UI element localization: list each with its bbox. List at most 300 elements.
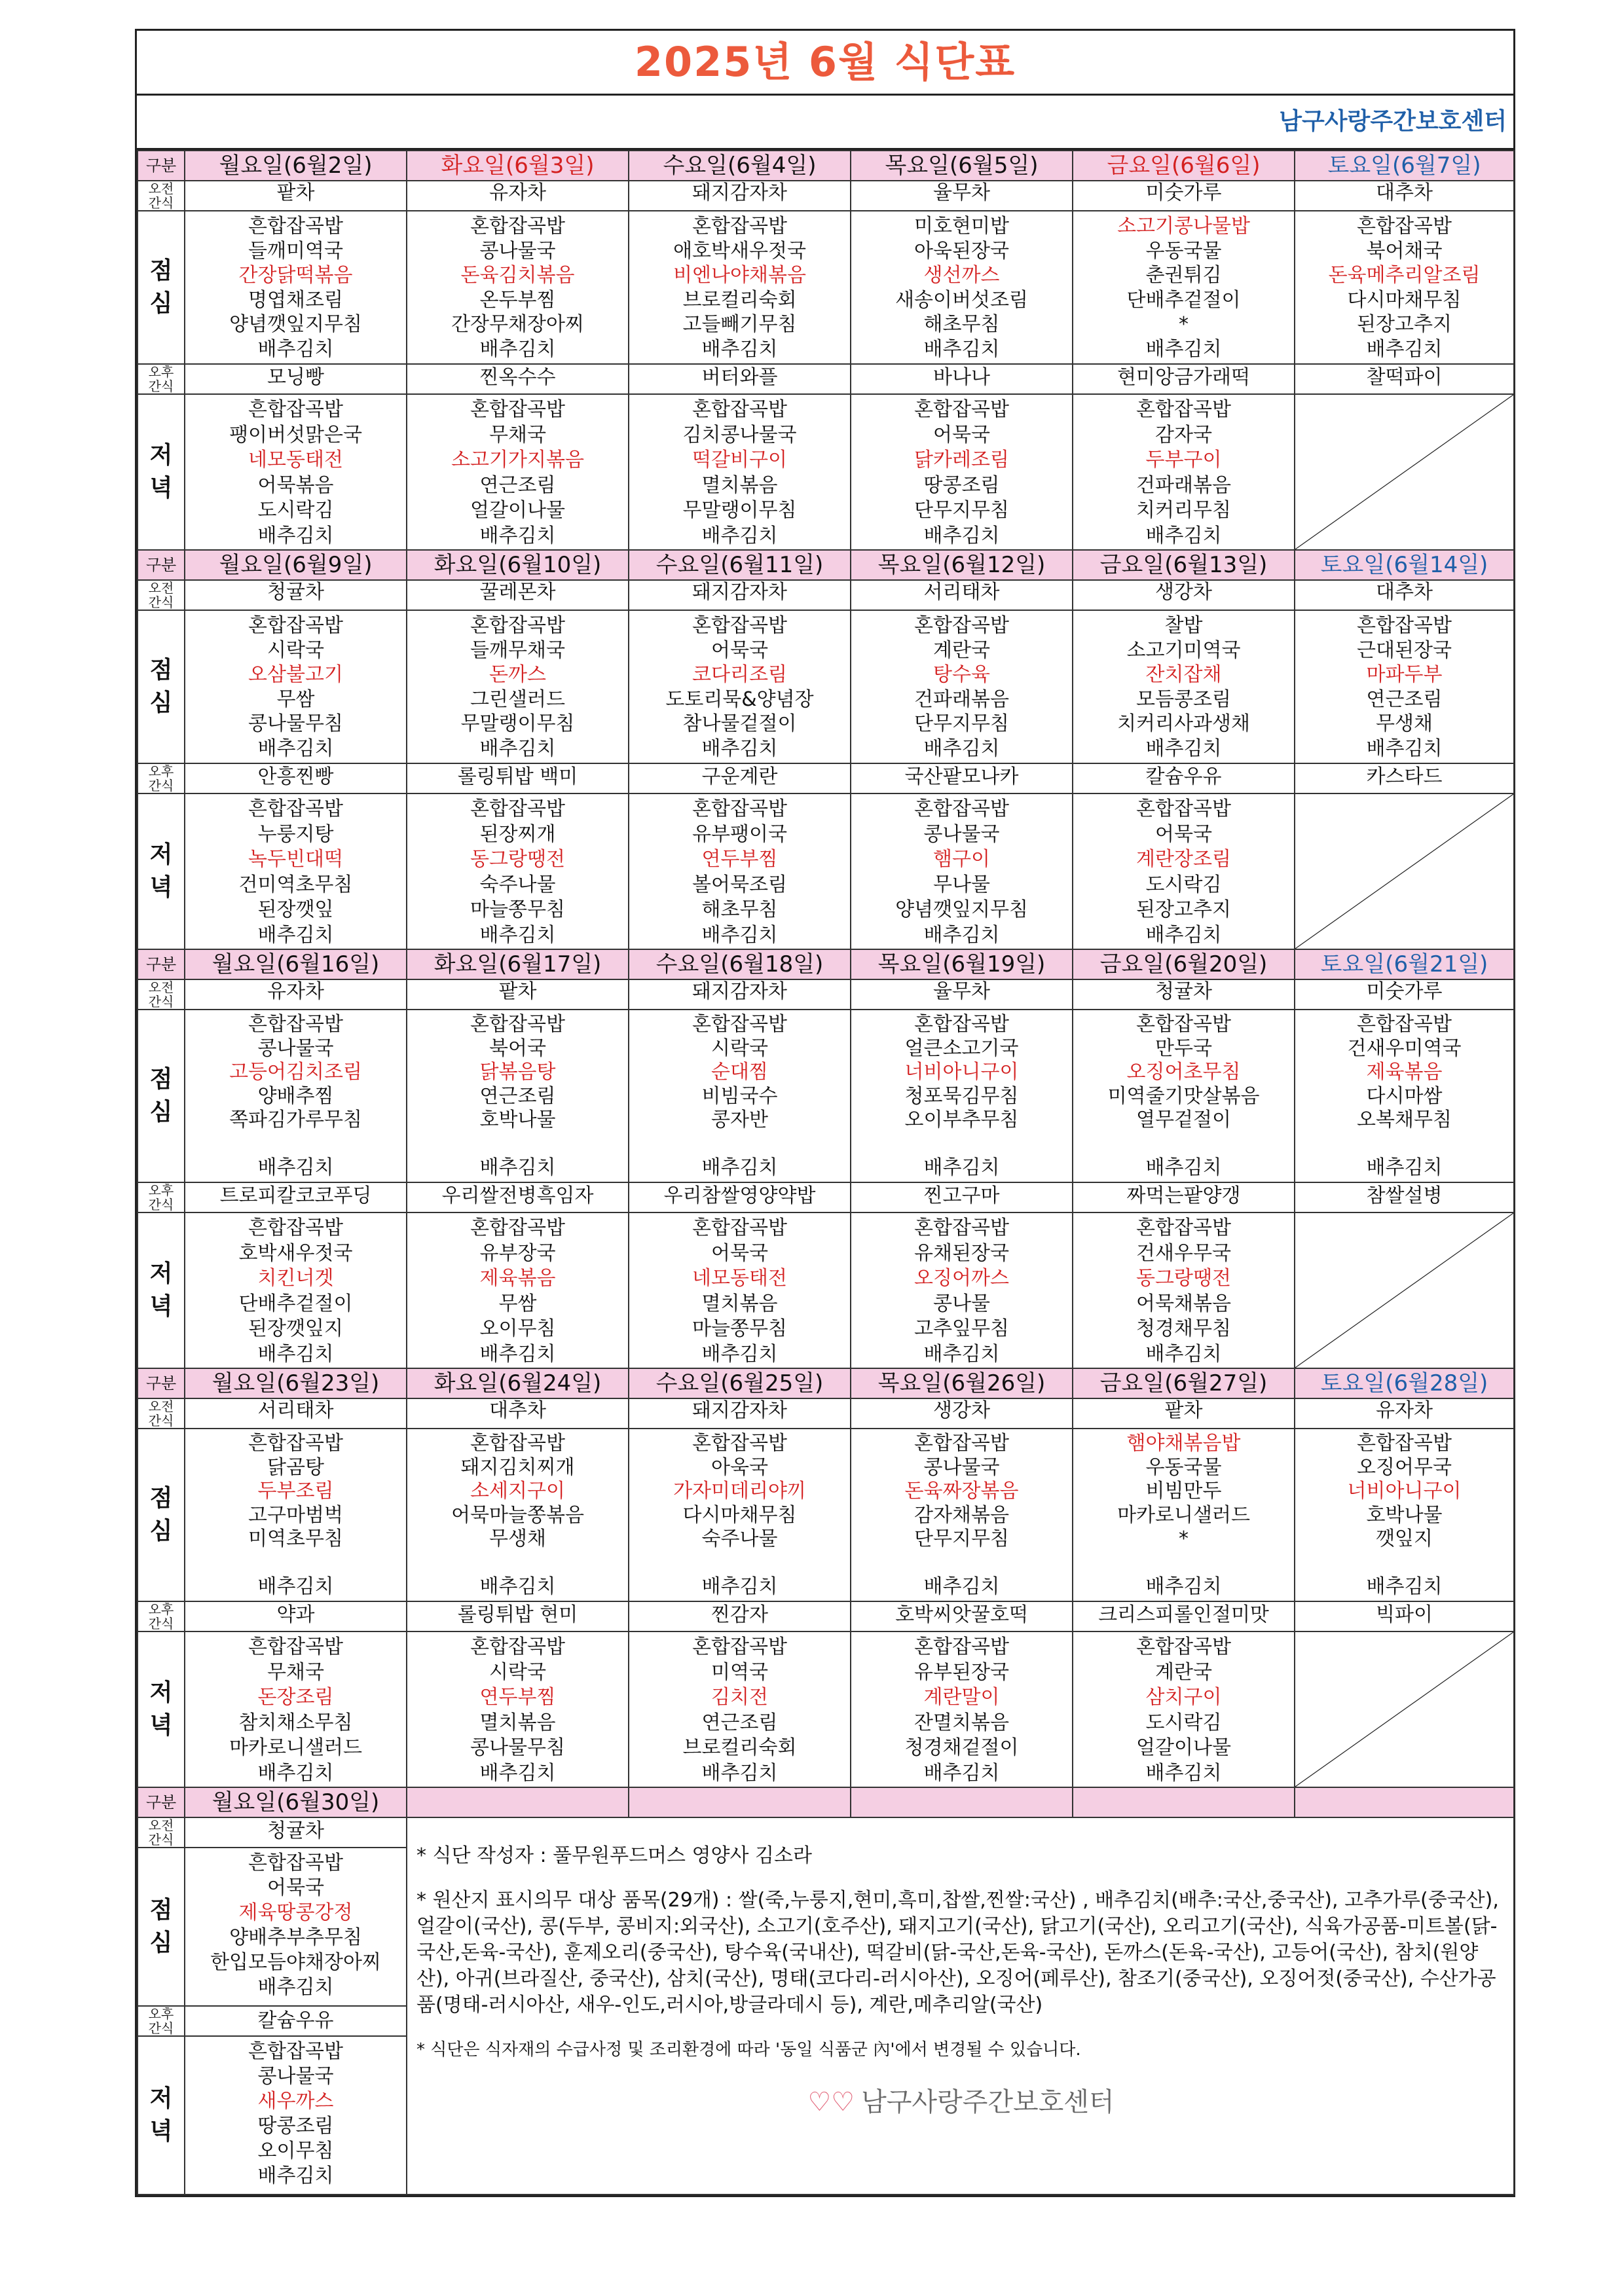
menu-item: 무채국 xyxy=(489,423,546,446)
menu-item: 배추김치 xyxy=(701,1575,778,1598)
day-label: 목요일(6월19일) xyxy=(851,949,1073,979)
menu-item: 양념깻잎지무침 xyxy=(895,898,1028,921)
day-label: 목요일(6월12일) xyxy=(851,550,1073,580)
menu-item: 혼합잡곡밥 xyxy=(914,614,1009,637)
menu-item: 흔합잡곡밥 xyxy=(248,1851,343,1874)
menu-item: 북어국 xyxy=(489,1036,546,1060)
menu-item: 오이무침 xyxy=(479,1317,556,1340)
menu-item: 유채된장국 xyxy=(914,1241,1009,1265)
dinner-label: 저 녁 xyxy=(138,1631,185,1787)
menu-item: 닭곰탕 xyxy=(267,1455,324,1479)
menu-item: 배추김치 xyxy=(1366,337,1443,361)
menu-item: 어묵채볶음 xyxy=(1136,1292,1231,1315)
menu-item: 호박새우젓국 xyxy=(238,1241,353,1265)
dinner-label: 저 녁 xyxy=(138,394,185,550)
menu-item: 흔합잡곡밥 xyxy=(248,797,343,820)
menu-item: 북어채국 xyxy=(1366,239,1443,263)
menu-item: 배추김치 xyxy=(257,1575,334,1598)
lunch-label: 점 심 xyxy=(138,1010,185,1182)
menu-item: 오징어무국 xyxy=(1357,1455,1452,1479)
menu-item: 된장고추지 xyxy=(1136,898,1231,921)
lunch-cell xyxy=(629,1429,851,1601)
day-label: 월요일(6월30일) xyxy=(185,1787,407,1817)
menu-item: 콩나물국 xyxy=(257,1036,334,1060)
pm-snack-row xyxy=(138,364,1514,394)
am-snack-row xyxy=(138,979,1514,1010)
pm-snack: 호박씨앗꿀호떡 xyxy=(851,1601,1073,1631)
logo-text: 남구사랑주간보호센터 xyxy=(861,2087,1115,2117)
pm-snack-row xyxy=(138,1601,1514,1631)
menu-item: 혼합잡곡밥 xyxy=(248,614,343,637)
menu-item: 단배추겉절이 xyxy=(1126,288,1241,312)
menu-item: 멸치볶음 xyxy=(479,1711,556,1734)
am-snack: 서리태차 xyxy=(185,1398,407,1429)
menu-item: 소고기콩나물밥 xyxy=(1117,215,1250,238)
menu-item: 비빔국수 xyxy=(701,1084,778,1108)
day-label: 월요일(6월9일) xyxy=(185,550,407,580)
menu-item: 도토리묵&양념장 xyxy=(665,687,814,711)
am-snack: 돼지감자차 xyxy=(629,979,851,1010)
am-snack: 유자차 xyxy=(1295,1398,1514,1429)
am-snack: 팥차 xyxy=(185,181,407,211)
menu-item: 콩나물무침 xyxy=(470,1736,565,1759)
menu-item: 배추김치 xyxy=(701,1761,778,1785)
lunch-row xyxy=(138,610,1514,763)
center-logo xyxy=(416,2089,1505,2115)
am-snack: 대추차 xyxy=(407,1398,629,1429)
menu-item: 오징어까스 xyxy=(914,1267,1009,1290)
menu-item: 도시락김 xyxy=(257,499,334,522)
menu-item: 연근조림 xyxy=(1366,687,1443,711)
menu-item: 명엽채조림 xyxy=(248,288,343,312)
day-header-row xyxy=(138,151,1514,181)
menu-item: 흔합잡곡밥 xyxy=(248,215,343,238)
menu-item: 새송이버섯조림 xyxy=(895,288,1028,312)
lunch-cell xyxy=(1295,610,1514,763)
day-label: 화요일(6월24일) xyxy=(407,1368,629,1398)
day-header-row xyxy=(138,949,1514,979)
menu-item: 배추김치 xyxy=(1366,1156,1443,1179)
am-snack: 돼지감자차 xyxy=(629,580,851,610)
menu-item: 얼큰소고기국 xyxy=(904,1036,1019,1060)
menu-item: 어묵국 xyxy=(1155,822,1212,846)
menu-item: 혼합잡곡밥 xyxy=(914,1432,1009,1455)
menu-item xyxy=(1073,1133,1294,1157)
menu-item: 숙주나물 xyxy=(701,1527,778,1550)
menu-item: 혼합잡곡밥 xyxy=(1136,398,1231,421)
lunch-cell xyxy=(407,1429,629,1601)
menu-item: 콩나물국 xyxy=(923,822,1000,846)
menu-item: 콩나물국 xyxy=(479,239,556,263)
menu-item: 배추김치 xyxy=(257,923,334,947)
menu-item: 배추김치 xyxy=(479,737,556,760)
menu-item: 어묵국 xyxy=(933,423,990,446)
menu-item: 배추김치 xyxy=(257,1156,334,1179)
pm-snack: 짜먹는팥양갱 xyxy=(1073,1182,1295,1212)
pm-snack: 트로피칼코코푸딩 xyxy=(185,1182,407,1212)
empty-slash-cell xyxy=(1295,793,1514,949)
menu-item: 비엔나야채볶음 xyxy=(673,264,806,287)
lunch-cell xyxy=(1295,1429,1514,1601)
menu-item: 무쌈 xyxy=(276,687,315,711)
menu-item: 치커리사과생채 xyxy=(1117,712,1250,735)
menu-item: 돈육메추리알조림 xyxy=(1328,264,1481,287)
menu-item: 배추김치 xyxy=(701,524,778,547)
menu-item: 온두부찜 xyxy=(479,288,556,312)
menu-item: 소고기가지볶음 xyxy=(451,448,584,471)
menu-item: 모듬콩조림 xyxy=(1136,687,1231,711)
day-label: 금요일(6월6일) xyxy=(1073,151,1295,181)
menu-item: 건새우무국 xyxy=(1136,1241,1231,1265)
menu-item: 혼합잡곡밥 xyxy=(470,215,565,238)
gubun-label: 구분 xyxy=(138,949,185,979)
menu-item: 열무겉절이 xyxy=(1136,1108,1231,1131)
dinner-row xyxy=(138,394,1514,550)
menu-item: 건파래볶음 xyxy=(914,687,1009,711)
am-snack-row xyxy=(138,1817,1514,1848)
menu-item: 배추김치 xyxy=(1145,737,1222,760)
menu-item: 치커리무침 xyxy=(1136,499,1231,522)
menu-item: 고들빼기무침 xyxy=(682,313,797,336)
lunch-cell xyxy=(1295,211,1514,364)
am-snack-label: 오전 간식 xyxy=(138,1817,185,1848)
menu-item: 생선까스 xyxy=(923,264,1000,287)
menu-item: 오삼불고기 xyxy=(248,663,343,686)
menu-item: 시락국 xyxy=(489,1660,546,1684)
menu-item: 혼합잡곡밥 xyxy=(1136,797,1231,820)
menu-item: 춘권튀김 xyxy=(1145,264,1222,287)
lunch-cell xyxy=(629,610,851,763)
menu-item: 흔합잡곡밥 xyxy=(248,1216,343,1239)
pm-snack: 크리스피롤인절미맛 xyxy=(1073,1601,1295,1631)
pm-snack: 구운계란 xyxy=(629,763,851,793)
menu-item: 녹두빈대떡 xyxy=(248,848,343,871)
diagonal-slash xyxy=(1295,395,1513,549)
menu-item: 혼합잡곡밥 xyxy=(470,1635,565,1658)
menu-item: 된장찌개 xyxy=(479,822,556,846)
lunch-label: 점 심 xyxy=(138,211,185,364)
dinner-cell xyxy=(629,1212,851,1368)
menu-item: 두부구이 xyxy=(1145,448,1222,471)
gubun-label: 구분 xyxy=(138,550,185,580)
dinner-cell xyxy=(407,1212,629,1368)
menu-item: 연두부찜 xyxy=(701,848,778,871)
menu-item: 흔합잡곡밥 xyxy=(248,1432,343,1455)
pm-snack: 버터와플 xyxy=(629,364,851,394)
menu-item: 콩나물국 xyxy=(257,2065,334,2088)
lunch-cell xyxy=(185,610,407,763)
menu-item: 흔합잡곡밥 xyxy=(1357,1013,1452,1036)
day-label: 수요일(6월18일) xyxy=(629,949,851,979)
lunch-label: 점 심 xyxy=(138,1429,185,1601)
menu-item: 계란국 xyxy=(1155,1660,1212,1684)
menu-item: 탕수육 xyxy=(933,663,990,686)
menu-item: 땅콩조림 xyxy=(923,473,1000,497)
menu-item: 무채국 xyxy=(267,1660,324,1684)
menu-item: 숙주나물 xyxy=(479,873,556,896)
menu-item: 콩자반 xyxy=(711,1108,768,1131)
dinner-cell xyxy=(851,793,1073,949)
menu-item: 혼합잡곡밥 xyxy=(914,398,1009,421)
menu-item: 혼합잡곡밥 xyxy=(470,797,565,820)
dinner-cell xyxy=(185,793,407,949)
day-label: 토요일(6월21일) xyxy=(1295,949,1514,979)
pm-snack-row xyxy=(138,1182,1514,1212)
menu-item: 혼합잡곡밥 xyxy=(692,1432,787,1455)
menu-item: 배추김치 xyxy=(479,337,556,361)
menu-item: 청경채무침 xyxy=(1136,1317,1231,1340)
menu-item: 어묵볶음 xyxy=(257,473,334,497)
menu-item: 찰밥 xyxy=(1164,614,1203,637)
menu-item: 연두부찜 xyxy=(479,1686,556,1709)
day-label: 월요일(6월23일) xyxy=(185,1368,407,1398)
menu-item: 닭카레조림 xyxy=(914,448,1009,471)
am-snack-label: 오전 간식 xyxy=(138,580,185,610)
menu-item: 연근조림 xyxy=(479,473,556,497)
menu-item: 너비아니구이 xyxy=(904,1061,1019,1084)
day-label: 토요일(6월7일) xyxy=(1295,151,1514,181)
menu-item: 도시락김 xyxy=(1145,1711,1222,1734)
menu-item: 마카로니샐러드 xyxy=(229,1736,362,1759)
menu-item: 배추김치 xyxy=(923,524,1000,547)
pm-snack: 찐감자 xyxy=(629,1601,851,1631)
menu-item: 배추김치 xyxy=(479,1761,556,1785)
menu-item: 배추김치 xyxy=(1145,1156,1222,1179)
dinner-row xyxy=(138,1631,1514,1787)
menu-item: 배추김치 xyxy=(257,1976,334,1999)
lunch-cell xyxy=(185,211,407,364)
menu-item: 흔합잡곡밥 xyxy=(248,398,343,421)
am-snack: 생강차 xyxy=(851,1398,1073,1429)
lunch-cell xyxy=(629,1010,851,1182)
menu-item: 감자채볶음 xyxy=(914,1503,1009,1527)
menu-item: 고등어김치조림 xyxy=(229,1061,362,1084)
dinner-cell xyxy=(185,2036,407,2195)
pm-snack: 안흥찐빵 xyxy=(185,763,407,793)
am-snack: 율무차 xyxy=(851,979,1073,1010)
lunch-cell xyxy=(1073,1010,1295,1182)
menu-item: 누룽지탕 xyxy=(257,822,334,846)
menu-item xyxy=(1295,1133,1513,1157)
menu-item: 땅콩조림 xyxy=(257,2115,334,2138)
menu-item: 동그랑땡전 xyxy=(1136,1267,1231,1290)
day-label: 금요일(6월27일) xyxy=(1073,1368,1295,1398)
menu-item: 연근조림 xyxy=(701,1711,778,1734)
menu-item: 잔멸치볶음 xyxy=(914,1711,1009,1734)
menu-item: 돼지김치찌개 xyxy=(460,1455,575,1479)
menu-table xyxy=(137,150,1515,2195)
menu-item: 소세지구이 xyxy=(470,1480,565,1503)
menu-item: 근대된장국 xyxy=(1357,638,1452,662)
pm-snack: 우리참쌀영양약밥 xyxy=(629,1182,851,1212)
menu-item: 시락국 xyxy=(267,638,324,662)
lunch-cell xyxy=(407,211,629,364)
menu-item: 배추김치 xyxy=(701,737,778,760)
menu-item: 단무지무침 xyxy=(914,712,1009,735)
menu-item: 배추김치 xyxy=(1145,923,1222,947)
menu-item: 계란말이 xyxy=(923,1686,1000,1709)
pm-snack: 찐고구마 xyxy=(851,1182,1073,1212)
pm-snack-label: 오후 간식 xyxy=(138,763,185,793)
day-header-row xyxy=(138,550,1514,580)
menu-sheet xyxy=(135,29,1515,2197)
menu-item: 어묵국 xyxy=(711,1241,768,1265)
menu-item: 흔합잡곡밥 xyxy=(248,1013,343,1036)
notes-area xyxy=(407,1817,1514,2195)
menu-item: 배추김치 xyxy=(923,337,1000,361)
am-snack: 청귤차 xyxy=(1073,979,1295,1010)
day-label xyxy=(1295,1787,1514,1817)
menu-item: 혼합잡곡밥 xyxy=(692,614,787,637)
menu-item: 건새우미역국 xyxy=(1347,1036,1462,1060)
menu-item: 마늘쫑무침 xyxy=(470,898,565,921)
menu-item: 배추김치 xyxy=(479,923,556,947)
dinner-label: 저 녁 xyxy=(138,1212,185,1368)
gubun-label: 구분 xyxy=(138,151,185,181)
menu-item: 시락국 xyxy=(711,1036,768,1060)
day-label: 화요일(6월17일) xyxy=(407,949,629,979)
menu-item: 들깨미역국 xyxy=(248,239,343,263)
menu-item: 제육볶음 xyxy=(479,1267,556,1290)
menu-item: 배추김치 xyxy=(479,1342,556,1366)
menu-item: 네모동태전 xyxy=(692,1267,787,1290)
dinner-cell xyxy=(407,793,629,949)
menu-item: 미역줄기맛살볶음 xyxy=(1107,1084,1260,1108)
pm-snack: 빅파이 xyxy=(1295,1601,1514,1631)
menu-item: 배추김치 xyxy=(1366,1575,1443,1598)
menu-item: 배추김치 xyxy=(257,1761,334,1785)
menu-item: 혼합잡곡밥 xyxy=(692,797,787,820)
heart-logo-icon: ♡♡ xyxy=(807,2087,855,2117)
empty-slash-cell xyxy=(1295,394,1514,550)
menu-item: 건미역초무침 xyxy=(238,873,353,896)
gubun-label: 구분 xyxy=(138,1368,185,1398)
menu-item: 배추김치 xyxy=(1145,337,1222,361)
menu-item: 멸치볶음 xyxy=(701,473,778,497)
am-snack: 돼지감자차 xyxy=(629,181,851,211)
menu-item: 혼합잡곡밥 xyxy=(470,1216,565,1239)
menu-item: 그린샐러드 xyxy=(470,687,565,711)
menu-item: 미역국 xyxy=(711,1660,768,1684)
menu-item: 네모동태전 xyxy=(248,448,343,471)
center-name: 남구사랑주간보호센터 xyxy=(137,96,1513,150)
menu-item: 배추김치 xyxy=(923,737,1000,760)
menu-item: 배추김치 xyxy=(257,337,334,361)
menu-item: 어묵국 xyxy=(267,1876,324,1899)
menu-item: 호박나물 xyxy=(1366,1503,1443,1527)
lunch-cell xyxy=(1073,610,1295,763)
lunch-cell xyxy=(851,1429,1073,1601)
menu-item: 혼합잡곡밥 xyxy=(914,1013,1009,1036)
dinner-cell xyxy=(185,394,407,550)
menu-item: 얼갈이나물 xyxy=(470,499,565,522)
am-snack: 돼지감자차 xyxy=(629,1398,851,1429)
menu-item xyxy=(629,1133,850,1157)
menu-item: 볼어묵조림 xyxy=(692,873,787,896)
pm-snack: 롤링튀밥 백미 xyxy=(407,763,629,793)
menu-item: 배추김치 xyxy=(1145,1761,1222,1785)
menu-item: 배추김치 xyxy=(1145,1342,1222,1366)
pm-snack: 바나나 xyxy=(851,364,1073,394)
menu-item: 혼합잡곡밥 xyxy=(914,1216,1009,1239)
menu-item: 만두국 xyxy=(1155,1036,1212,1060)
menu-item xyxy=(851,1133,1072,1157)
pm-snack: 카스타드 xyxy=(1295,763,1514,793)
dinner-cell xyxy=(185,1212,407,1368)
menu-item: 무생채 xyxy=(1376,712,1433,735)
am-snack: 생강차 xyxy=(1073,580,1295,610)
pm-snack: 우리쌀전병흑임자 xyxy=(407,1182,629,1212)
lunch-label: 점 심 xyxy=(138,1848,185,2006)
lunch-row xyxy=(138,1429,1514,1601)
lunch-cell xyxy=(851,211,1073,364)
pm-snack-label: 오후 간식 xyxy=(138,1182,185,1212)
menu-item: 된장깻잎지 xyxy=(248,1317,343,1340)
menu-item: 혼합잡곡밥 xyxy=(470,1432,565,1455)
menu-item xyxy=(629,1552,850,1576)
am-snack: 유자차 xyxy=(407,181,629,211)
menu-item: 연근조림 xyxy=(479,1084,556,1108)
menu-item: 우동국물 xyxy=(1145,1455,1222,1479)
menu-item: 배추김치 xyxy=(1145,524,1222,547)
menu-item: 흔합잡곡밥 xyxy=(248,2040,343,2063)
menu-item: 다시마채무침 xyxy=(1347,288,1462,312)
lunch-cell xyxy=(1073,211,1295,364)
menu-item xyxy=(185,1133,406,1157)
menu-item: 햄구이 xyxy=(933,848,990,871)
menu-item: 배추김치 xyxy=(701,337,778,361)
menu-item: 가자미데리야끼 xyxy=(673,1480,806,1503)
page-title: 2025년 6월 식단표 xyxy=(137,31,1513,96)
menu-item: 해초무침 xyxy=(923,313,1000,336)
pm-snack: 국산팥모나카 xyxy=(851,763,1073,793)
menu-item: 오복채무침 xyxy=(1357,1108,1452,1131)
menu-item: 햄야채볶음밥 xyxy=(1126,1432,1241,1455)
note-change: * 식단은 식자재의 수급사정 및 조리환경에 따라 '동일 식품군 內'에서 변경될 수 있습니다. xyxy=(416,2040,1081,2060)
day-label xyxy=(851,1787,1073,1817)
gubun-label: 구분 xyxy=(138,1787,185,1817)
day-label: 화요일(6월3일) xyxy=(407,151,629,181)
menu-item: 아욱국 xyxy=(711,1455,768,1479)
lunch-cell xyxy=(407,610,629,763)
menu-item xyxy=(407,1133,628,1157)
day-label: 목요일(6월26일) xyxy=(851,1368,1073,1398)
menu-item: 돈까스 xyxy=(489,663,546,686)
menu-item: 브로컬리숙회 xyxy=(682,1736,797,1759)
menu-item: 닭볶음탕 xyxy=(479,1061,556,1084)
lunch-cell xyxy=(185,1010,407,1182)
lunch-row xyxy=(138,1010,1514,1182)
menu-item: 청포묵김무침 xyxy=(904,1084,1019,1108)
dinner-cell xyxy=(851,394,1073,550)
lunch-cell xyxy=(851,1010,1073,1182)
menu-item: 배추김치 xyxy=(923,923,1000,947)
menu-item: 도시락김 xyxy=(1145,873,1222,896)
diagonal-slash xyxy=(1295,794,1513,949)
menu-item: 혼합잡곡밥 xyxy=(470,1013,565,1036)
menu-item: 떡갈비구이 xyxy=(692,448,787,471)
day-label: 화요일(6월10일) xyxy=(407,550,629,580)
menu-item: 배추김치 xyxy=(701,1156,778,1179)
menu-item: 콩나물 xyxy=(933,1292,990,1315)
menu-item: 콩나물무침 xyxy=(248,712,343,735)
menu-item: 참나물겉절이 xyxy=(682,712,797,735)
lunch-cell xyxy=(407,1010,629,1182)
am-snack: 청귤차 xyxy=(185,1817,407,1848)
menu-item: 비빔만두 xyxy=(1145,1480,1222,1503)
lunch-cell xyxy=(1295,1010,1514,1182)
am-snack: 서리태차 xyxy=(851,580,1073,610)
